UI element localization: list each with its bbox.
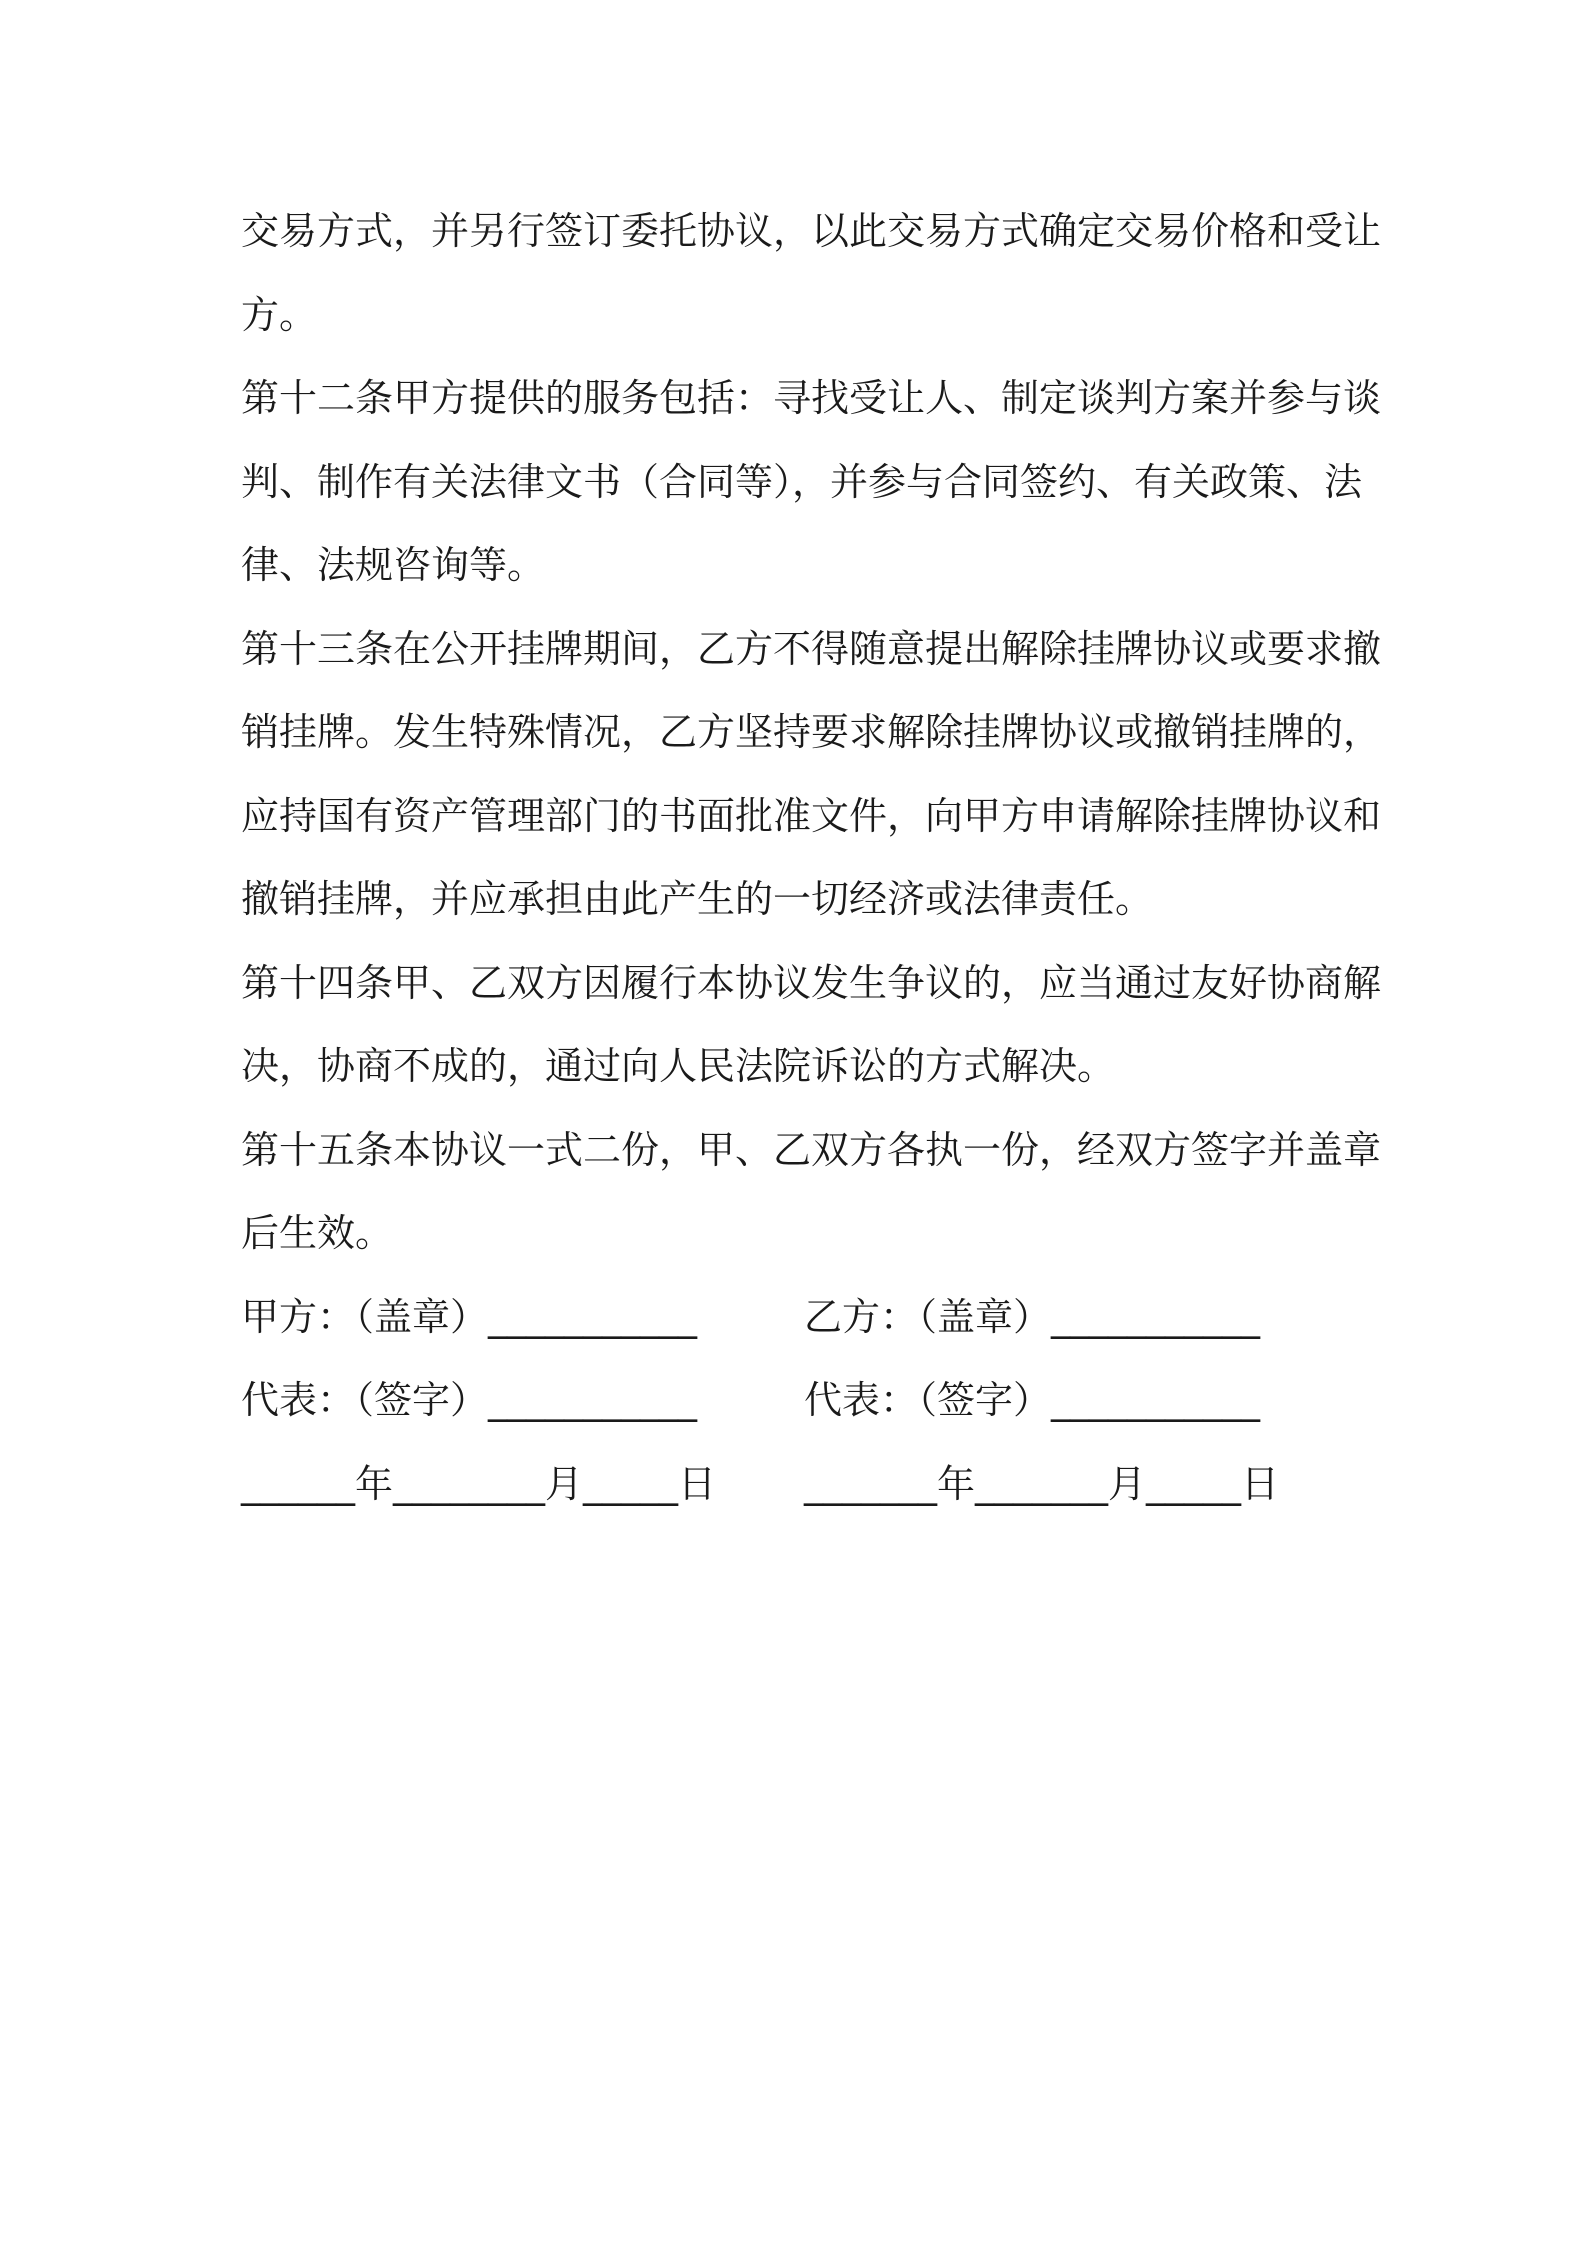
- text-line: 第十二条甲方提供的服务包括：寻找受让人、制定谈判方案并参与谈: [241, 376, 1382, 420]
- representative-row: [241, 1359, 1351, 1443]
- text-line: 第十四条甲、乙双方因履行本协议发生争议的，应当通过友好协商解: [241, 960, 1382, 1005]
- date-row: [241, 1443, 1351, 1527]
- text-line: 交易方式，并另行签订委托协议，以此交易方式确定交易价格和受让: [241, 209, 1382, 253]
- signature-block: [241, 1276, 1351, 1527]
- text-line: 判、制作有关法律文书（合同等），并参与合同签约、有关政策、法: [241, 459, 1363, 504]
- text-line: 应持国有资产管理部门的书面批准文件，向甲方申请解除挂牌协议和: [241, 793, 1382, 838]
- paragraph-clause-14: [241, 942, 1382, 1109]
- text-line: 决，协商不成的，通过向人民法院诉讼的方式解决。: [241, 1044, 1116, 1088]
- party-a-seal-field: 甲方：（盖章）___________: [241, 1294, 698, 1339]
- party-a-representative-field: 代表：（签字）___________: [241, 1378, 698, 1422]
- paragraph-clause-11-continued: [241, 190, 1382, 357]
- text-line: 后生效。: [241, 1211, 394, 1255]
- paragraph-clause-12: [241, 357, 1382, 608]
- party-b-representative-field: 代表：（签字）___________: [804, 1378, 1261, 1422]
- party-a-date-field: ______年________月_____日: [241, 1461, 717, 1506]
- paragraph-clause-15: [241, 1109, 1382, 1276]
- party-b-seal-field: 乙方：（盖章）___________: [804, 1294, 1261, 1339]
- text-line: 第十五条本协议一式二份，甲、乙双方各执一份，经双方签字并盖章: [241, 1127, 1382, 1172]
- text-line: 方。: [241, 292, 318, 337]
- text-line: 律、法规咨询等。: [241, 543, 546, 587]
- paragraph-clause-13: [241, 608, 1382, 942]
- document-page: [241, 190, 1382, 1526]
- text-line: 销挂牌。发生特殊情况，乙方坚持要求解除挂牌协议或撤销挂牌的，: [241, 710, 1382, 754]
- text-line: 撤销挂牌，并应承担由此产生的一切经济或法律责任。: [241, 877, 1154, 921]
- seal-row: [241, 1276, 1351, 1360]
- text-line: 第十三条在公开挂牌期间，乙方不得随意提出解除挂牌协议或要求撤: [241, 626, 1382, 671]
- party-b-date-field: _______年_______月_____日: [804, 1461, 1280, 1506]
